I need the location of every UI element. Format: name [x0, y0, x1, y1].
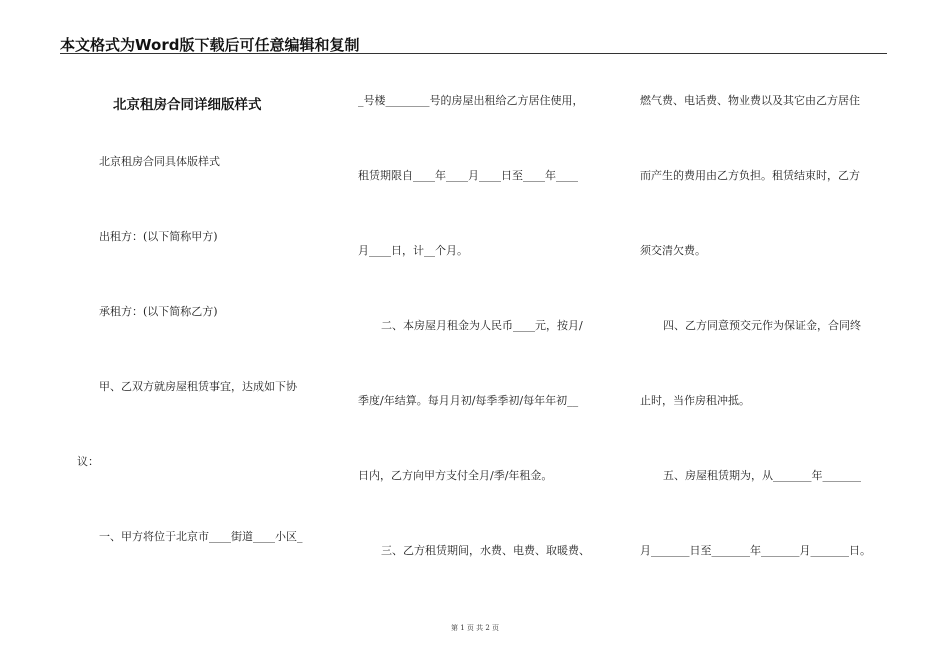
column-2-line-1: _号楼________号的房屋出租给乙方居住使用， — [358, 94, 584, 107]
document-title: 北京租房合同详细版样式 — [113, 97, 262, 113]
column-1-line-2: 出租方：(以下简称甲方) — [99, 230, 218, 243]
banner-divider — [60, 53, 887, 54]
column-3-line-4: 四、乙方同意预交元作为保证金，合同终 — [663, 319, 861, 332]
column-3-line-6: 五、房屋租赁期为，从_______年_______ — [663, 469, 861, 482]
column-3-line-2: 而产生的费用由乙方负担。租赁结束时，乙方 — [640, 169, 860, 182]
column-1-line-4: 甲、乙双方就房屋租赁事宜，达成如下协 — [99, 380, 297, 393]
column-1-line-3: 承租方：(以下简称乙方) — [99, 305, 218, 318]
column-1-line-5: 议： — [77, 455, 99, 468]
column-3-line-5: 止时，当作房租冲抵。 — [640, 394, 750, 407]
download-banner: 本文格式为Word版下载后可任意编辑和复制 — [60, 36, 360, 54]
column-1-line-6: 一、甲方将位于北京市____街道____小区_ — [99, 530, 303, 543]
column-2-line-5: 季度/年结算。每月月初/每季季初/每年年初__ — [358, 394, 579, 407]
column-2-line-2: 租赁期限自____年____月____日至____年____ — [358, 169, 578, 182]
column-3-line-3: 须交清欠费。 — [640, 244, 706, 257]
column-2-line-7: 三、乙方租赁期间，水费、电费、取暖费、 — [381, 544, 590, 557]
column-1-line-1: 北京租房合同具体版样式 — [99, 155, 220, 168]
column-2-line-3: 月____日，计__个月。 — [358, 244, 468, 257]
column-3-line-1: 燃气费、电话费、物业费以及其它由乙方居住 — [640, 94, 860, 107]
column-3-line-7: 月_______日至_______年_______月_______日。 — [640, 544, 871, 557]
column-2-line-6: 日内，乙方向甲方支付全月/季/年租金。 — [358, 469, 553, 482]
column-2-line-4: 二、本房屋月租金为人民币____元，按月/ — [381, 319, 583, 332]
page-footer: 第 1 页 共 2 页 — [450, 624, 500, 632]
